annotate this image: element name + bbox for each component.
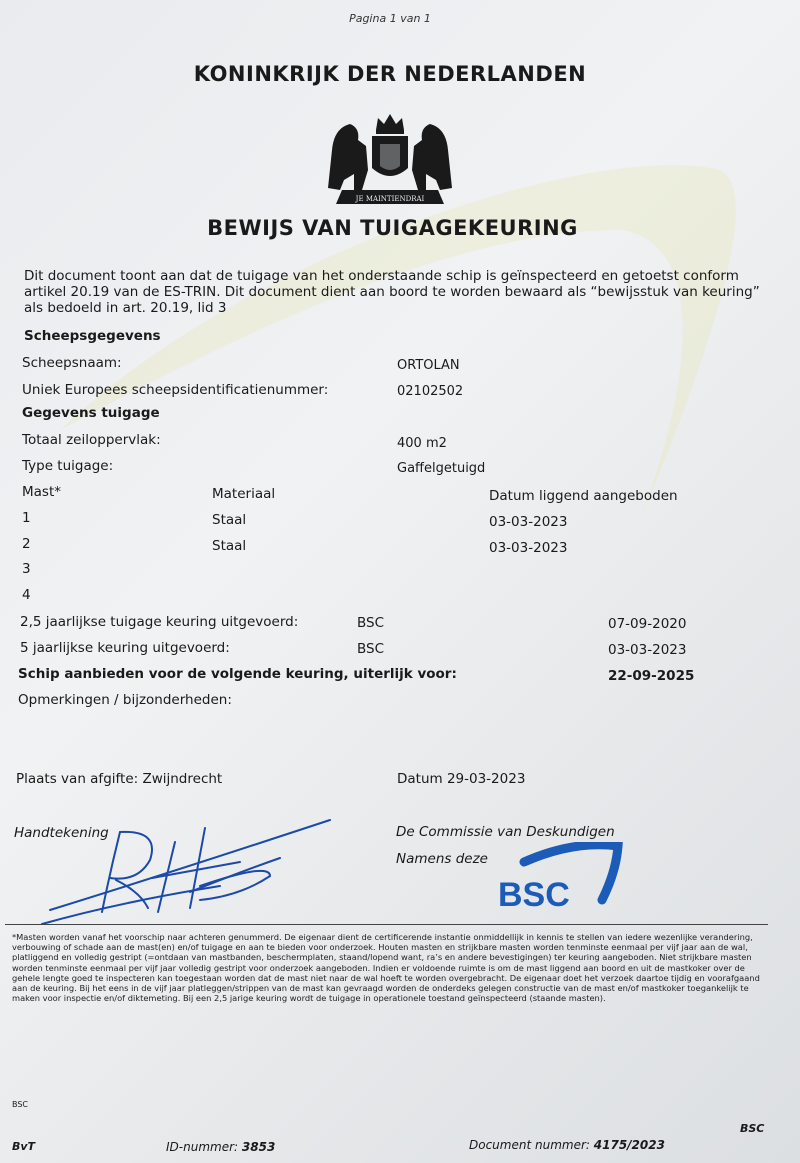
mast-row-material: Staal bbox=[212, 538, 247, 554]
inspection-25-date: 07-09-2020 bbox=[608, 616, 687, 632]
bsc-logo bbox=[494, 842, 624, 912]
motto-banner: JE MAINTIENDRAI bbox=[355, 195, 425, 203]
mast-row-date: 03-03-2023 bbox=[489, 540, 568, 556]
on-behalf-label: Namens deze bbox=[396, 851, 488, 867]
rigging-section-heading: Gegevens tuigage bbox=[22, 405, 160, 421]
inspection-25-by: BSC bbox=[357, 615, 385, 631]
issue-date: Datum 29-03-2023 bbox=[397, 771, 526, 787]
mast-row-number: 3 bbox=[22, 561, 31, 577]
footer-document-number bbox=[469, 1138, 665, 1152]
id-label: ID-nummer: bbox=[166, 1140, 239, 1154]
mast-row-number: 1 bbox=[22, 510, 31, 526]
inspection-25-label: 2,5 jaarlijkse tuigage keuring uitgevoerd: bbox=[20, 614, 299, 630]
ship-name-value: ORTOLAN bbox=[397, 358, 460, 373]
mast-row-number: 2 bbox=[22, 536, 31, 552]
eni-value: 02102502 bbox=[397, 384, 464, 399]
footer-bvt: BvT bbox=[12, 1140, 36, 1153]
mast-column-header: Mast* bbox=[22, 484, 61, 500]
rig-type-value: Gaffelgetuigd bbox=[397, 461, 486, 476]
id-value: 3853 bbox=[241, 1140, 276, 1154]
footer-small-bsc: BSC bbox=[12, 1100, 29, 1109]
handwritten-signature bbox=[40, 812, 340, 930]
rig-type-label: Type tuigage: bbox=[22, 458, 114, 474]
inspection-5-date: 03-03-2023 bbox=[608, 642, 687, 658]
sail-area-value: 400 m2 bbox=[397, 436, 447, 451]
ship-name-label: Scheepsnaam: bbox=[22, 355, 122, 371]
next-inspection-label: Schip aanbieden voor de volgende keuring, uiterlijk voor: bbox=[18, 666, 457, 682]
coat-of-arms-emblem bbox=[320, 110, 460, 210]
mast-row-number: 4 bbox=[22, 587, 31, 603]
mast-row-date: 03-03-2023 bbox=[489, 514, 568, 530]
sail-area-label: Totaal zeiloppervlak: bbox=[22, 432, 161, 448]
inspection-5-by: BSC bbox=[357, 641, 385, 657]
mast-row-material: Staal bbox=[212, 512, 247, 528]
inspection-5-label: 5 jaarlijkse keuring uitgevoerd: bbox=[20, 640, 230, 656]
material-column-header: Materiaal bbox=[212, 486, 276, 502]
signature-label: Handtekening bbox=[14, 825, 109, 841]
document-title: BEWIJS VAN TUIGAGEKEURING bbox=[207, 216, 578, 240]
footnote-text: *Masten worden vanaf het voorschip naar achteren genummerd. De eigenaar dient de certificerende instantie onmiddellijk in kennis te stellen van iedere wezenlijke verandering, verbouwing of schade aan de mast(en) en/of tuigage en aan te bieden voor onderzoek. Houten masten en strijkbare masten worden tenminste eenmaal per vijf jaar aan de wal, platliggend en volledig gestript (=ontdaan van mastbanden, beschermplaten, staand/lopend want, ra’s en andere bevestigingen) ter keuring aangeboden. Niet strijkbare masten worden tenminste eenmaal per vijf jaar volledig gestript voor onderzoek aangeboden. Indien er voldoende ruimte is om de mast liggend aan boord en uit de mastkoker over de gehele lengte goed te inspecteren kan toegestaan worden dat de mast niet naar de wal hoeft te worden overgebracht. De eigenaar doet het verzoek daartoe tijdig en voorafgaand aan de keuring. Bij het eens in de vijf jaar platleggen/strippen van de mast kan gevraagd worden de onderdeks gelegen constructie van de mast en/of mastkoker toegankelijk te maken voor inspectie en/of diktemeting. Bij een 2,5 jarige keuring wordt de tuigage in operationele toestand geïnspecteerd (staande masten). bbox=[12, 932, 760, 1004]
document-label: Document nummer: bbox=[469, 1138, 590, 1152]
date-column-header: Datum liggend aangeboden bbox=[489, 488, 678, 504]
svg-text:BSC: BSC bbox=[498, 876, 570, 912]
commission-label: De Commissie van Deskundigen bbox=[396, 824, 615, 840]
footer-id-number bbox=[166, 1140, 275, 1154]
page-indicator: Pagina 1 van 1 bbox=[349, 12, 431, 25]
next-inspection-date: 22-09-2025 bbox=[608, 668, 695, 684]
kingdom-heading: KONINKRIJK DER NEDERLANDEN bbox=[193, 62, 587, 86]
footnote-divider bbox=[5, 924, 768, 925]
intro-paragraph: Dit document toont aan dat de tuigage van het onderstaande schip is geïnspecteerd en getoetst conform artikel 20.19 van de ES-TRIN. Dit document dient aan boord te worden bewaard als “bewijsstuk van keuring” als bedoeld in art. 20.19, lid 3 bbox=[24, 268, 760, 316]
document-value: 4175/2023 bbox=[593, 1138, 665, 1152]
place-of-issue: Plaats van afgifte: Zwijndrecht bbox=[16, 771, 223, 787]
remarks-label: Opmerkingen / bijzonderheden: bbox=[18, 692, 232, 708]
footer-bsc-right: BSC bbox=[740, 1122, 765, 1135]
ship-section-heading: Scheepsgegevens bbox=[24, 328, 161, 344]
eni-label: Uniek Europees scheepsidentificatienummer: bbox=[22, 382, 329, 398]
